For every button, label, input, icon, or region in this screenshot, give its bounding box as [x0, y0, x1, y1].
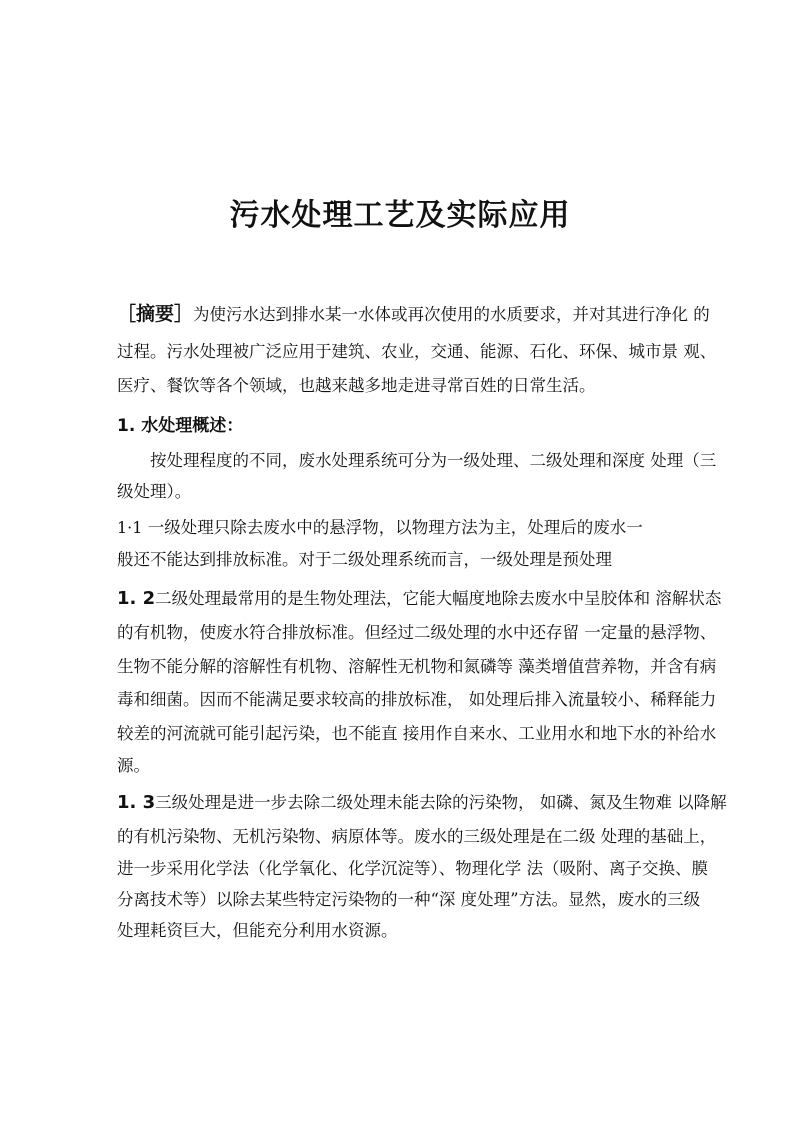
para-1-2-text-1: 二级处理最常用的是生物处理法，它能大幅度地除去废水中呈胶体和 溶解状态: [155, 589, 722, 608]
abstract-text-1: 为使污水达到排水某一水体或再次使用的水质要求，并对其进行净化 的: [193, 305, 710, 324]
para-1-2-line-3: 生物不能分解的溶解性有机物、溶解性无机物和氮磷等 藻类增值营养物，并含有病: [117, 657, 717, 676]
para-1-3-line-1: [117, 791, 727, 815]
intro-line-1: 按处理程度的不同，废水处理系统可分为一级处理、二级处理和深度 处理（三: [150, 451, 717, 470]
para-1-1-line-1: [117, 516, 717, 540]
para-1-1-number: 1·1: [117, 518, 143, 537]
abstract-tag: ［摘要］: [117, 303, 194, 325]
para-1-2-line-5: 较差的河流就可能引起污染，也不能直 接用作自来水、工业用水和地下水的补给水: [117, 724, 717, 743]
para-1-2-line-6: 源。: [117, 756, 150, 775]
abstract-line-3: 医疗、餐饮等各个领域，也越来越多地走进寻常百姓的日常生活。: [117, 376, 596, 395]
section-heading: 1. 水处理概述：: [117, 416, 244, 436]
para-1-3-number: 1. 3: [117, 792, 156, 813]
intro-line-2: 级处理）。: [117, 482, 192, 501]
document-title: 污水处理工艺及实际应用: [229, 198, 571, 233]
para-1-3-line-4: 分离技术等）以除去某些特定污染物的一种“深 度处理”方法。显然，废水的三级: [117, 890, 701, 909]
para-1-2-line-1: [117, 587, 722, 611]
para-1-3-text-1: 三级处理是进一步去除二级处理未能去除的污染物， 如磷、氮及生物难 以降解: [155, 793, 727, 812]
abstract-line-2: 过程。污水处理被广泛应用于建筑、农业，交通、能源、石化、环保、城市景 观、: [117, 342, 717, 361]
para-1-2-line-4: 毒和细菌。因而不能满足要求较高的排放标准， 如处理后排入流量较小、稀释能力: [117, 690, 717, 709]
abstract-line-1: [117, 302, 717, 327]
para-1-1-line-2: 般还不能达到排放标准。对于二级处理系统而言，一级处理是预处理: [117, 550, 612, 569]
para-1-1-text-1: 一级处理只除去废水中的悬浮物，以物理方法为主，处理后的废水一: [142, 518, 643, 537]
para-1-3-line-3: 进一步采用化学法（化学氧化、化学沉淀等）、物理化学 法（吸附、离子交换、膜: [117, 859, 708, 878]
para-1-3-line-5: 处理耗资巨大，但能充分利用水资源。: [117, 921, 398, 940]
para-1-2-number: 1. 2: [117, 588, 156, 609]
para-1-2-line-2: 的有机物，使废水符合排放标准。但经过二级处理的水中还存留 一定量的悬浮物、: [117, 623, 717, 642]
para-1-3-line-2: 的有机污染物、无机污染物、病原体等。废水的三级处理是在二级 处理的基础上，: [117, 827, 717, 846]
